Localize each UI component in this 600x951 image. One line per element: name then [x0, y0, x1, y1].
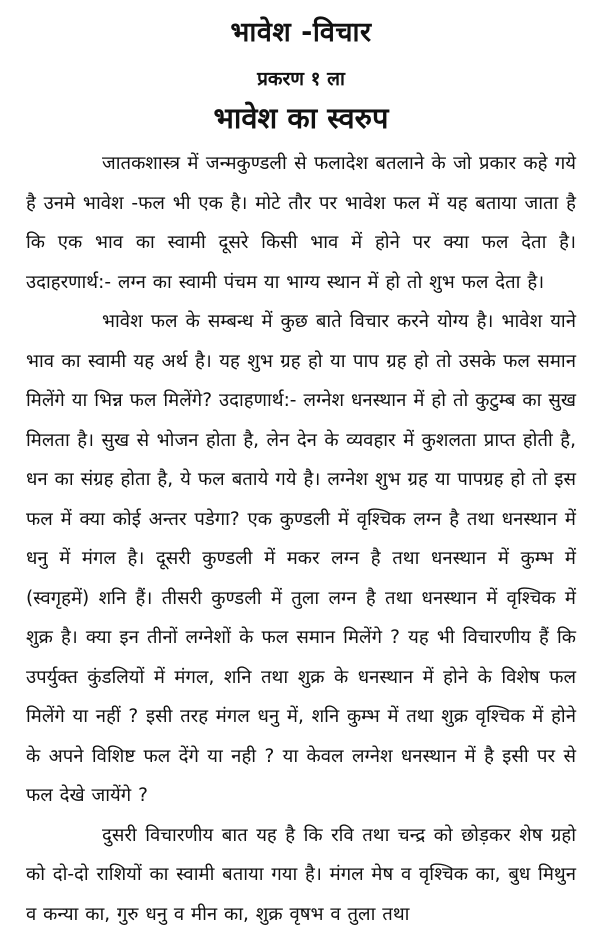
paragraph: दुसरी विचारणीय बात यह है कि रवि तथा चन्द्र को छोड़कर शेष ग्रहो को दो-दो राशियों का स्वामी बताया गया है। मंगल मेष व वृश्चिक का, बुध मिथुन व कन्या का, गुरु धनु व मीन का, शुक्र वृषभ व तुला तथा	[26, 824, 576, 925]
page-title: भावेश -विचार	[230, 17, 372, 48]
paragraph: जातकशास्त्र में जन्मकुण्डली से फलादेश बतलाने के जो प्रकार कहे गये है उनमे भावेश -फल भी एक है। मोटे तौर पर भावेश फल में यह बताया जाता है कि एक भाव का स्वामी दूसरे किसी भाव में होने पर क्या फल देता है। उदाहरणार्थ:- लग्न का स्वामी पंचम या भाग्य स्थान में हो तो शुभ फल देता है।	[26, 153, 576, 293]
chapter-label: प्रकरण १ ला	[257, 68, 345, 90]
paragraph: भावेश फल के सम्बन्ध में कुछ बाते विचार करने योग्य है। भावेश याने भाव का स्वामी यह अर्थ है। यह शुभ ग्रह हो या पाप ग्रह हो तो उसके फल समान मिलेंगे या भिन्न फल मिलेंगे? उदाहणार्थ:- लग्नेश धनस्थान में हो तो कुटुम्ब का सुख मिलता है। सुख से भोजन होता है, लेन देन के व्यवहार में कुशलता प्राप्त होती है, धन का संग्रह होता है, ये फल बताये गये है। लग्नेश शुभ ग्रह या पापग्रह हो तो इस फल में क्या कोई अन्तर पडेगा? एक कुण्डली में वृश्चिक लग्न है तथा धनस्थान में धनु में मंगल है। दूसरी कुण्डली में मकर लग्न है तथा धनस्थान में कुम्भ में (स्वगृहमें) शनि हैं। तीसरी कुण्डली में तुला लग्न है तथा धनस्थान में वृश्चिक में शुक्र है। क्या इन तीनों लग्नेशों के फल समान मिलेंगे ? यह भी विचारणीय हैं कि उपर्युक्त कुंडलियों में मंगल, शनि तथा शुक्र के धनस्थान में होने के विशेष फल मिलेंगे या नहीं ? इसी तरह मंगल धनु में, शनि कुम्भ में तथा शुक्र वृश्चिक में होने के अपने विशिष्ट फल देंगे या नही ? या केवल लग्नेश धनस्थान में है इसी पर से फल देखे जायेंगे ?	[26, 311, 576, 806]
section-heading: भावेश का स्वरुप	[213, 101, 389, 135]
